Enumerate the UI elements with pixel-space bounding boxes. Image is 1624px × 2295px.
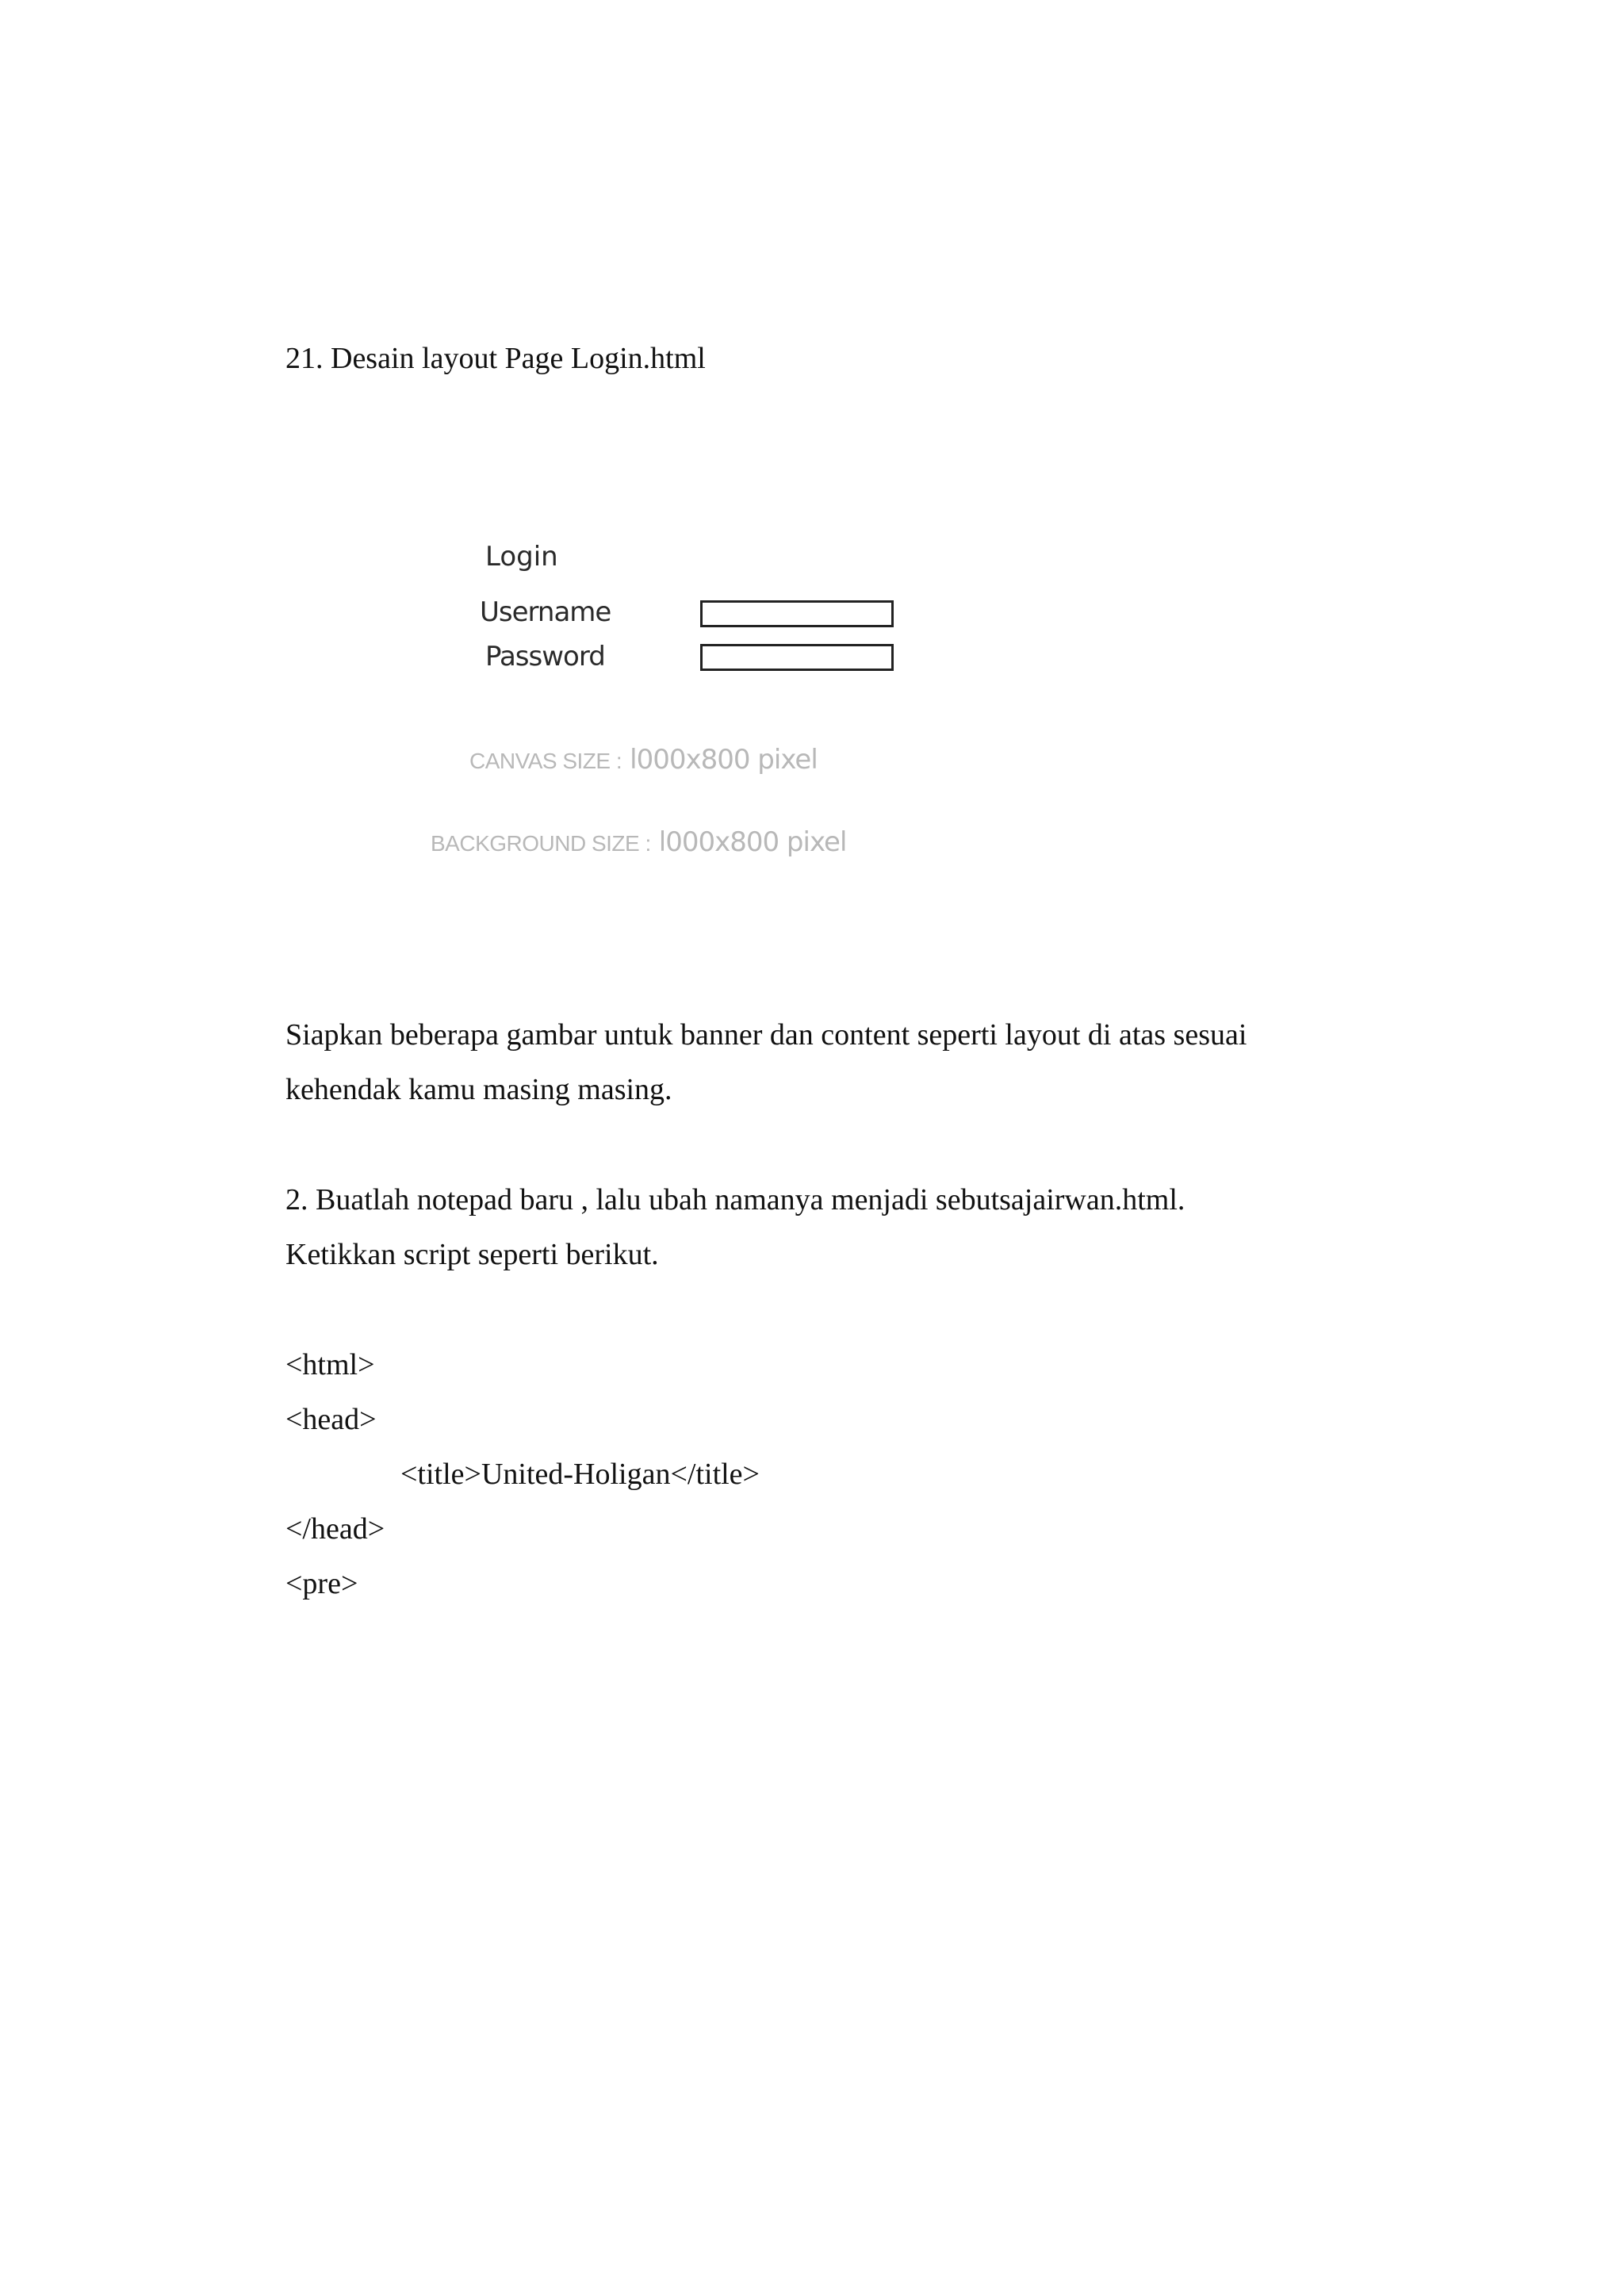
code-line: <pre>	[285, 1567, 358, 1600]
canvas-size-note	[469, 744, 818, 776]
canvas-size-value: l000x800 pixel	[630, 744, 818, 776]
paragraph-line: kehendak kamu masing masing.	[285, 1073, 672, 1106]
code-line: <html>	[285, 1348, 375, 1381]
background-size-value: l000x800 pixel	[658, 826, 847, 858]
paragraph-line: Siapkan beberapa gambar untuk banner dan content seperti layout di atas sesuai	[285, 1018, 1247, 1052]
code-line: <head>	[285, 1403, 377, 1436]
mockup-username-label: Username	[480, 596, 611, 628]
mockup-login-title: Login	[485, 541, 558, 573]
canvas-size-label: CANVAS SIZE :	[469, 749, 622, 773]
background-size-label: BACKGROUND SIZE :	[431, 831, 651, 856]
code-line: <title>United-Holigan</title>	[400, 1458, 760, 1491]
mockup-password-field	[700, 644, 894, 671]
background-size-note	[431, 826, 846, 858]
mockup-username-field	[700, 600, 894, 627]
paragraph-line: 2. Buatlah notepad baru , lalu ubah namanya menjadi sebutsajairwan.html.	[285, 1183, 1185, 1216]
code-line: </head>	[285, 1512, 385, 1546]
paragraph-line: Ketikkan script seperti berikut.	[285, 1238, 659, 1271]
section-heading: 21. Desain layout Page Login.html	[285, 342, 706, 375]
mockup-password-label: Password	[485, 641, 605, 672]
